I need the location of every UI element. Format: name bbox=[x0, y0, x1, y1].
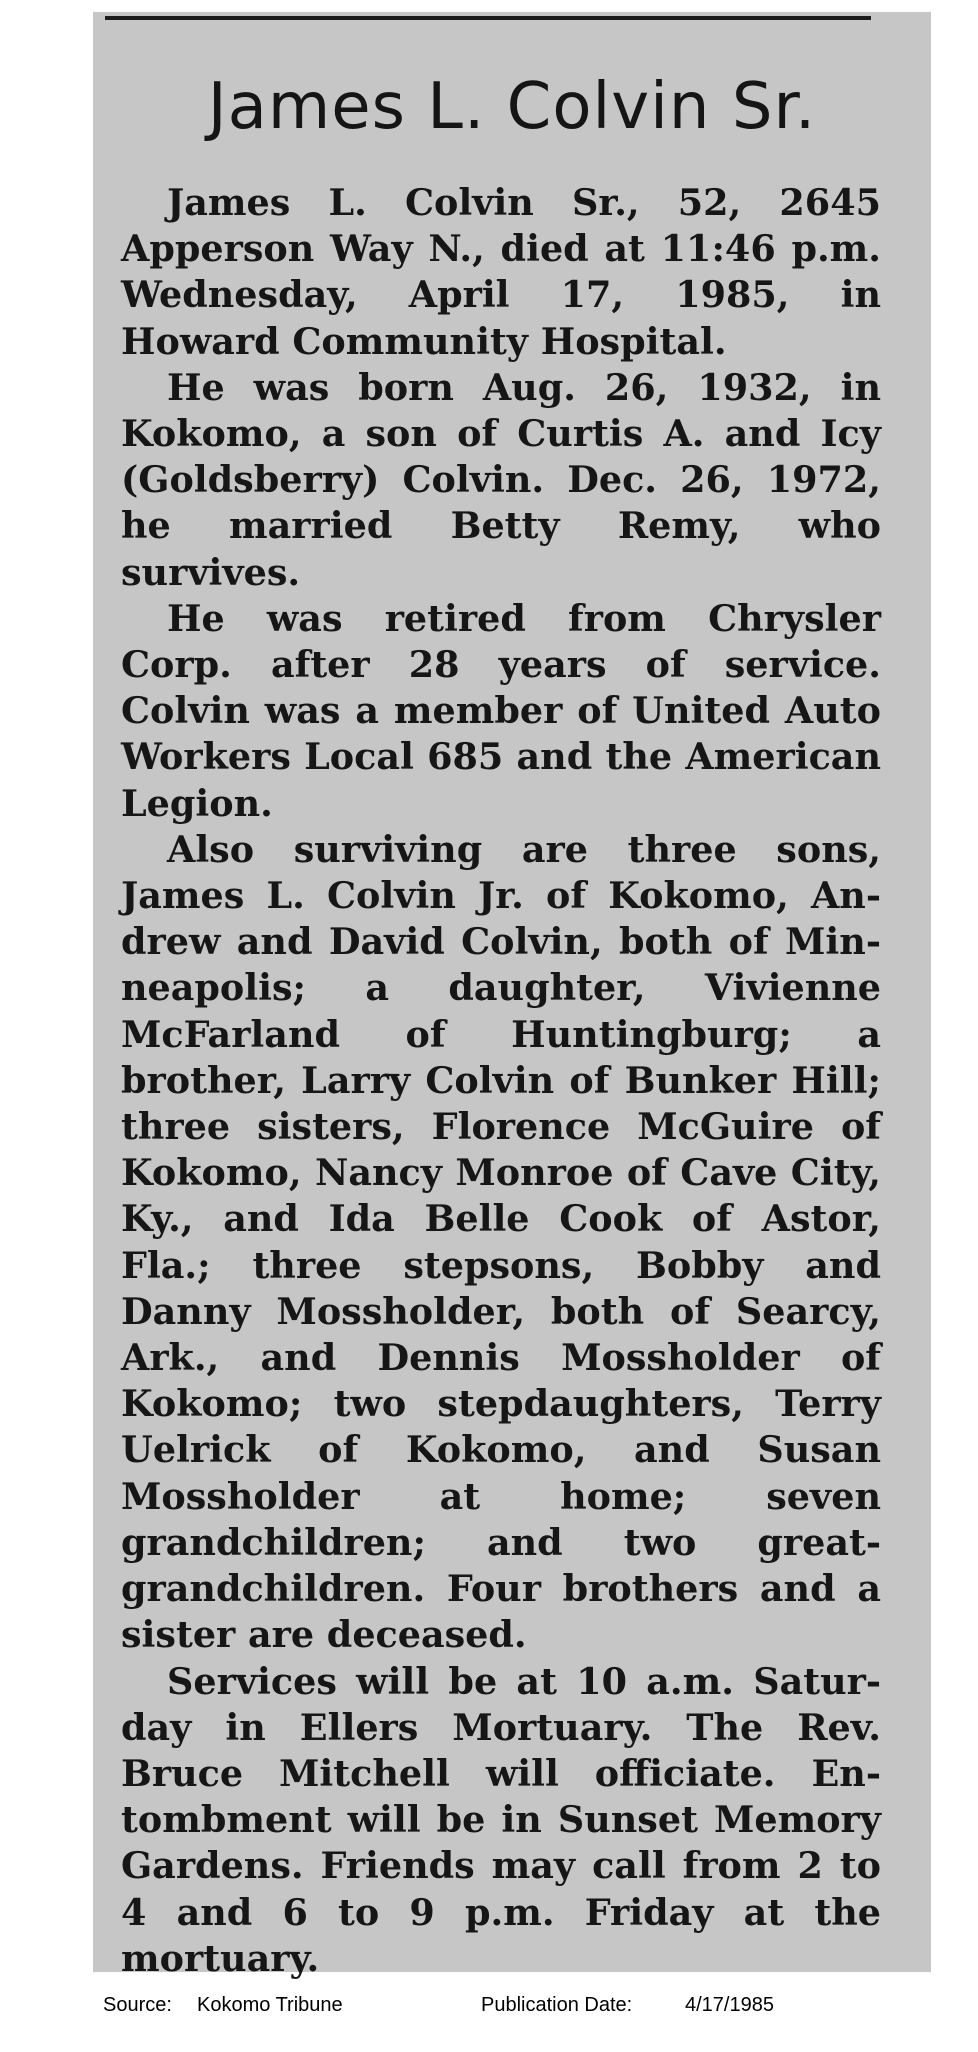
paragraph-survivors: Also surviving are three sons, James L. Colvin Jr. of Kokomo, Andrew and David Colvin, both of Minneapolis; a daughter, Vivienne McFarland of Huntingburg; a brother, Larry Colvin of Bunker Hill; three sisters, Florence McGuire of Kokomo, Nancy Monroe of Cave City, Ky., and Ida Belle Cook of Astor, Fla.; three stepsons, Bobby and Danny Mossholder, both of Searcy, Ark., and Dennis Mossholder of Kokomo; two stepdaughters, Terry Uelrick of Kokomo, and Susan Mossholder at home; seven grandchildren; and two great-grandchildren. Four brothers and a sister are deceased. bbox=[121, 827, 881, 1657]
citation-footer bbox=[0, 1994, 978, 2024]
paragraph-birth-marriage: He was born Aug. 26, 1932, in Kokomo, a son of Curtis A. and Icy (Goldsberry) Colvin. Dec. 26, 1972, he married Betty Remy, who survives. bbox=[121, 365, 881, 594]
paragraph-career: He was retired from Chrysler Corp. after 28 years of service. Colvin was a member of United Auto Workers Local 685 and the American Legion. bbox=[121, 596, 881, 825]
publication-date-label: Publication Date: bbox=[481, 1994, 633, 2016]
obituary-headline: James L. Colvin Sr. bbox=[207, 70, 817, 144]
obituary-body bbox=[121, 180, 881, 1982]
paragraph-services: Services will be at 10 a.m. Saturday in Ellers Mortuary. The Rev. Bruce Mitchell will officiate. Entombment will be in Sunset Memory Gardens. Friends may call from 2 to 4 and 6 to 9 p.m. Friday at the mortuary. bbox=[121, 1659, 881, 1980]
publication-date-value: 4/17/1985 bbox=[685, 1994, 774, 2016]
newspaper-clipping bbox=[93, 12, 931, 1980]
top-rule-divider bbox=[105, 16, 871, 20]
source-value: Kokomo Tribune bbox=[197, 1994, 343, 2016]
paragraph-death-notice: James L. Colvin Sr., 52, 2645 Apperson Way N., died at 11:46 p.m. Wednesday, April 17, 1985, in Howard Community Hospital. bbox=[121, 181, 881, 363]
source-label: Source: bbox=[103, 1994, 172, 2016]
